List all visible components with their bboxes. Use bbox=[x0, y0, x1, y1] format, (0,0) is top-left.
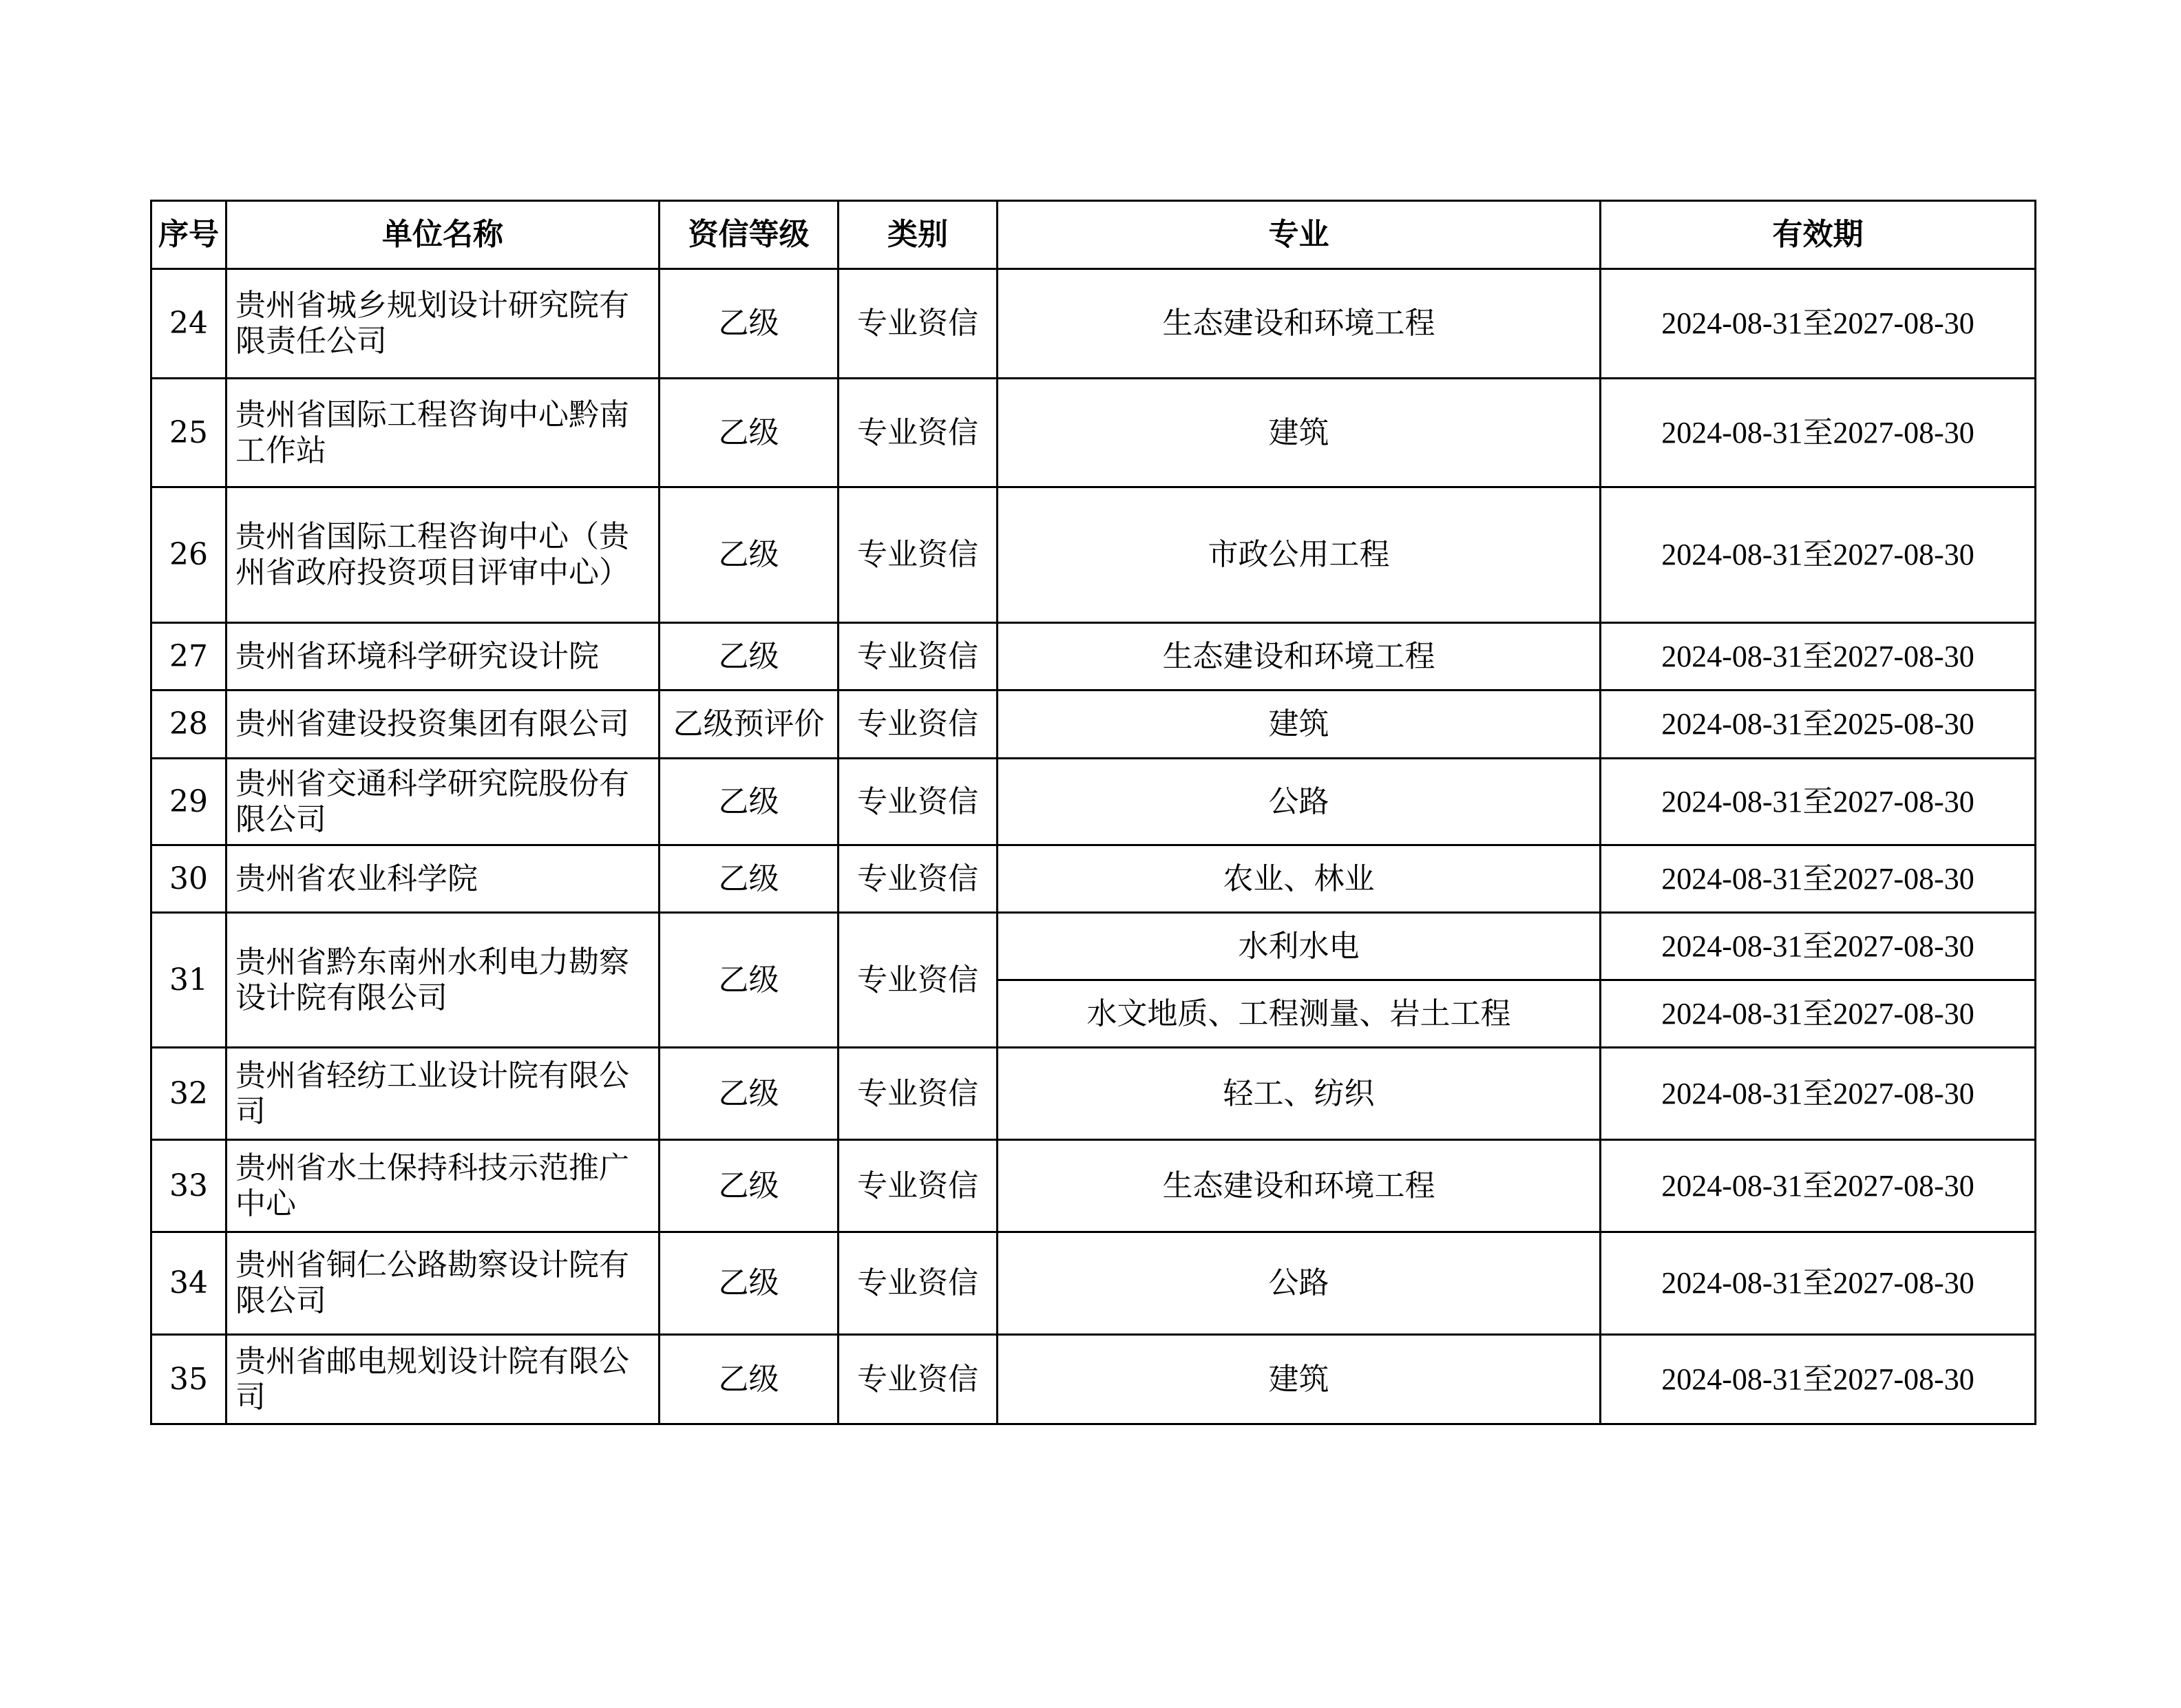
qualification-table bbox=[150, 200, 2036, 1425]
table-row bbox=[151, 1232, 2036, 1335]
row-name: 贵州省铜仁公路勘察设计院有 限公司 bbox=[226, 1232, 660, 1335]
table-row bbox=[151, 759, 2036, 845]
row-category: 专业资信 bbox=[839, 1140, 998, 1232]
row-grade: 乙级 bbox=[660, 269, 839, 379]
row-specialty: 水利水电 bbox=[998, 913, 1601, 980]
row-grade: 乙级 bbox=[660, 487, 839, 623]
row-specialty: 生态建设和环境工程 bbox=[998, 269, 1601, 379]
row-grade: 乙级 bbox=[660, 1335, 839, 1424]
row-validity: 2024-08-31至2027-08-30 bbox=[1601, 1335, 2036, 1424]
header-specialty: 专业 bbox=[998, 201, 1601, 269]
header-no: 序号 bbox=[151, 201, 226, 269]
row-specialty: 水文地质、工程测量、岩土工程 bbox=[998, 980, 1601, 1048]
row-category: 专业资信 bbox=[839, 759, 998, 845]
row-grade: 乙级 bbox=[660, 379, 839, 487]
row-name: 贵州省交通科学研究院股份有 限公司 bbox=[226, 759, 660, 845]
row-no: 28 bbox=[151, 690, 226, 759]
row-validity: 2024-08-31至2027-08-30 bbox=[1601, 1232, 2036, 1335]
row-category: 专业资信 bbox=[839, 623, 998, 690]
table-row bbox=[151, 379, 2036, 487]
row-no: 29 bbox=[151, 759, 226, 845]
row-validity: 2024-08-31至2027-08-30 bbox=[1601, 1140, 2036, 1232]
row-name: 贵州省建设投资集团有限公司 bbox=[226, 690, 660, 759]
row-grade: 乙级 bbox=[660, 1048, 839, 1140]
row-category: 专业资信 bbox=[839, 690, 998, 759]
table-row bbox=[151, 623, 2036, 690]
row-validity: 2024-08-31至2027-08-30 bbox=[1601, 487, 2036, 623]
table-row bbox=[151, 1048, 2036, 1140]
row-validity: 2024-08-31至2027-08-30 bbox=[1601, 845, 2036, 913]
row-no: 27 bbox=[151, 623, 226, 690]
row-validity: 2024-08-31至2027-08-30 bbox=[1601, 269, 2036, 379]
row-name: 贵州省环境科学研究设计院 bbox=[226, 623, 660, 690]
header-grade: 资信等级 bbox=[660, 201, 839, 269]
row-no: 24 bbox=[151, 269, 226, 379]
row-name: 贵州省城乡规划设计研究院有 限责任公司 bbox=[226, 269, 660, 379]
row-specialty: 市政公用工程 bbox=[998, 487, 1601, 623]
header-row bbox=[151, 201, 2036, 269]
row-specialty: 建筑 bbox=[998, 379, 1601, 487]
row-category: 专业资信 bbox=[839, 1232, 998, 1335]
row-no: 26 bbox=[151, 487, 226, 623]
row-no: 31 bbox=[151, 913, 226, 1048]
table-row bbox=[151, 845, 2036, 913]
row-grade: 乙级 bbox=[660, 845, 839, 913]
table-row bbox=[151, 1140, 2036, 1232]
row-specialty: 生态建设和环境工程 bbox=[998, 1140, 1601, 1232]
header-validity: 有效期 bbox=[1601, 201, 2036, 269]
row-name: 贵州省邮电规划设计院有限公 司 bbox=[226, 1335, 660, 1424]
row-specialty: 建筑 bbox=[998, 1335, 1601, 1424]
table-row bbox=[151, 1335, 2036, 1424]
row-specialty: 公路 bbox=[998, 1232, 1601, 1335]
row-grade: 乙级 bbox=[660, 759, 839, 845]
header-name: 单位名称 bbox=[226, 201, 660, 269]
row-category: 专业资信 bbox=[839, 1335, 998, 1424]
row-validity: 2024-08-31至2027-08-30 bbox=[1601, 1048, 2036, 1140]
table-row bbox=[151, 269, 2036, 379]
row-validity: 2024-08-31至2027-08-30 bbox=[1601, 379, 2036, 487]
row-category: 专业资信 bbox=[839, 379, 998, 487]
row-validity: 2024-08-31至2025-08-30 bbox=[1601, 690, 2036, 759]
row-category: 专业资信 bbox=[839, 487, 998, 623]
row-specialty: 轻工、纺织 bbox=[998, 1048, 1601, 1140]
row-specialty: 生态建设和环境工程 bbox=[998, 623, 1601, 690]
row-name: 贵州省农业科学院 bbox=[226, 845, 660, 913]
row-name: 贵州省国际工程咨询中心（贵 州省政府投资项目评审中心） bbox=[226, 487, 660, 623]
row-no: 35 bbox=[151, 1335, 226, 1424]
row-grade: 乙级 bbox=[660, 1232, 839, 1335]
table-row bbox=[151, 913, 2036, 980]
row-no: 33 bbox=[151, 1140, 226, 1232]
row-category: 专业资信 bbox=[839, 845, 998, 913]
row-specialty: 建筑 bbox=[998, 690, 1601, 759]
row-no: 34 bbox=[151, 1232, 226, 1335]
header-category: 类别 bbox=[839, 201, 998, 269]
row-name: 贵州省水土保持科技示范推广 中心 bbox=[226, 1140, 660, 1232]
row-grade: 乙级 bbox=[660, 623, 839, 690]
row-no: 32 bbox=[151, 1048, 226, 1140]
row-name: 贵州省国际工程咨询中心黔南 工作站 bbox=[226, 379, 660, 487]
row-grade: 乙级 bbox=[660, 1140, 839, 1232]
row-category: 专业资信 bbox=[839, 269, 998, 379]
row-no: 25 bbox=[151, 379, 226, 487]
row-grade: 乙级 bbox=[660, 913, 839, 1048]
row-grade: 乙级预评价 bbox=[660, 690, 839, 759]
row-category: 专业资信 bbox=[839, 913, 998, 1048]
row-validity: 2024-08-31至2027-08-30 bbox=[1601, 980, 2036, 1048]
row-no: 30 bbox=[151, 845, 226, 913]
row-validity: 2024-08-31至2027-08-30 bbox=[1601, 759, 2036, 845]
row-specialty: 公路 bbox=[998, 759, 1601, 845]
row-validity: 2024-08-31至2027-08-30 bbox=[1601, 913, 2036, 980]
row-category: 专业资信 bbox=[839, 1048, 998, 1140]
table-row bbox=[151, 487, 2036, 623]
table-row bbox=[151, 690, 2036, 759]
row-specialty: 农业、林业 bbox=[998, 845, 1601, 913]
row-name: 贵州省轻纺工业设计院有限公 司 bbox=[226, 1048, 660, 1140]
row-validity: 2024-08-31至2027-08-30 bbox=[1601, 623, 2036, 690]
row-name: 贵州省黔东南州水利电力勘察 设计院有限公司 bbox=[226, 913, 660, 1048]
